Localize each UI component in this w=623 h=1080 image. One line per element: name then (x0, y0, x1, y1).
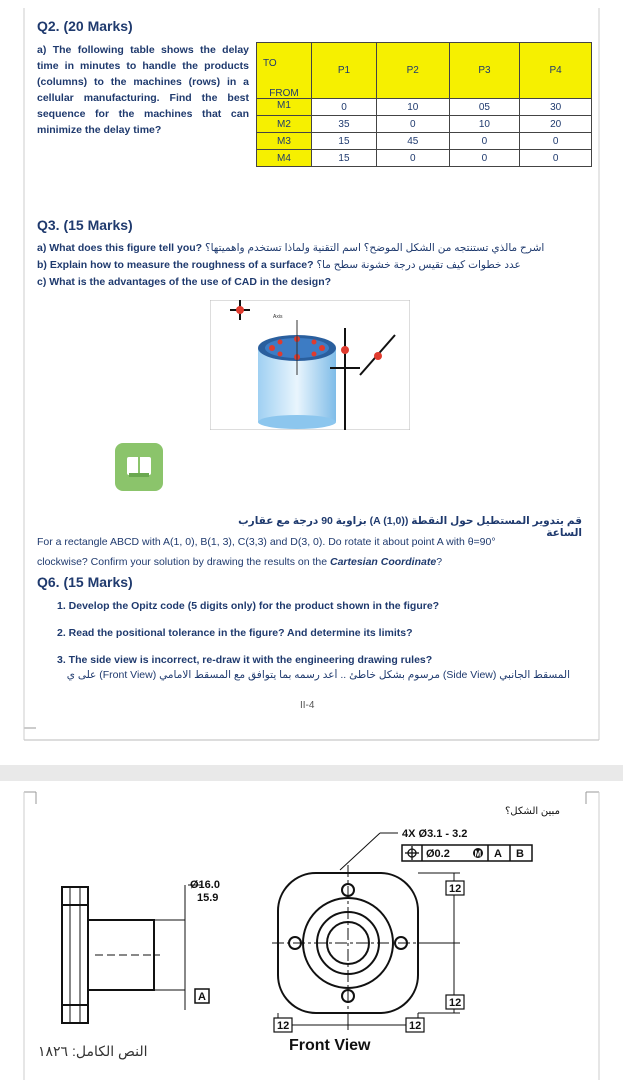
dimension-lines (278, 873, 460, 1030)
q6-item-3: 3. The side view is incorrect, re-draw it with the engineering drawing rules? (57, 654, 433, 666)
table-cell: 45 (376, 133, 449, 150)
dim-12-bottom-left: 12 (277, 1020, 290, 1032)
table-cell: 10 (376, 99, 449, 116)
dim-outer: Ø16.0 (190, 879, 220, 891)
fcf-tolerance: Ø0.2 (426, 848, 450, 860)
dim-12-right-top: 12 (449, 883, 462, 895)
q2-question-text: a) The following table shows the delay time in minutes to handle the products (columns) to the machines (rows) in a cellular manufacturing. Find the best sequence for the machines that can minimize the delay time? (37, 44, 249, 136)
q3-b-arabic: عدد خطوات كيف تقيس درجة خشونة سطح ما؟ (316, 259, 521, 271)
dim-12-bottom-right: 12 (409, 1020, 422, 1032)
table-to-label: TO (257, 43, 312, 99)
table-row-label: M4 (257, 150, 312, 167)
position-icon (405, 846, 419, 860)
q6-item-1: 1. Develop the Opitz code (5 digits only) for the product shown in the figure? (57, 600, 440, 612)
q3-item-b: b) Explain how to measure the roughness of a surface? عدد خطوات كيف تقيس درجة خشونة سطح ما؟ (37, 259, 521, 271)
feature-control-frame (402, 845, 532, 861)
table-cell: 0 (376, 150, 449, 167)
q6-item-3-arabic: المسقط الجانبي (Side View) مرسوم بشكل خاطئ .. أعد رسمه بما يتوافق مع المسقط الامامي (Front View) على ي (66, 669, 570, 681)
side-view (62, 885, 202, 1023)
hole-callout: 4X Ø3.1 - 3.2 (402, 828, 468, 840)
table-cell: 0 (376, 116, 449, 133)
table-cell: 10 (449, 116, 520, 133)
fcf-datum-a: A (494, 848, 502, 860)
engineering-drawing (40, 815, 560, 1040)
rotate-question-arabic: قم بتدوير المستطيل حول النقطة (A (1,0)) بزاوية 90 درجة مع عقارب الساعة (238, 515, 582, 539)
table-header-cell: P3 (449, 43, 520, 99)
table-header-cell: P4 (520, 43, 592, 99)
dim-inner: 15.9 (197, 892, 219, 904)
table-header-cell: P2 (376, 43, 449, 99)
dim-12-right-bottom: 12 (449, 997, 462, 1009)
fcf-modifier: M (474, 849, 482, 859)
table-cell: 0 (520, 150, 592, 167)
q3-a-arabic: اشرح مالذي تستنتجه من الشكل الموضح؟ اسم التقنية ولماذا تستخدم واهميتها؟ (205, 242, 545, 254)
table-cell: 05 (449, 99, 520, 116)
fcf-datum-b: B (516, 848, 524, 860)
figure-question-arabic: مبين الشكل؟ (505, 806, 560, 817)
q3-title: Q3. (15 Marks) (37, 217, 133, 233)
table-header-cell: P1 (312, 43, 377, 99)
table-cell: 30 (520, 99, 592, 116)
axis-label: Axis (273, 314, 283, 320)
page-break (0, 765, 623, 781)
table-cell: 0 (520, 133, 592, 150)
table-cell: 15 (312, 133, 377, 150)
q6-item-2: 2. Read the positional tolerance in the figure? And determine its limits? (57, 627, 413, 639)
rotate-line2: clockwise? Confirm your solution by drawing the results on the Cartesian Coordinate? (37, 556, 443, 568)
table-cell: 0 (449, 133, 520, 150)
front-view (272, 865, 424, 1021)
table-cell: 0 (312, 99, 377, 116)
table-cell: 15 (312, 150, 377, 167)
q3-item-c: c) What is the advantages of the use of CAD in the design? (37, 276, 332, 288)
rotate-line1: For a rectangle ABCD with A(1, 0), B(1, 3), C(3,3) and D(3, 0). Do rotate it about point A with θ=90° (37, 536, 496, 548)
q6-title: Q6. (15 Marks) (37, 574, 133, 590)
q3-item-a: a) What does this figure tell you? اشرح مالذي تستنتجه من الشكل الموضح؟ اسم التقنية ولماذا تستخدم واهميتها؟ (37, 242, 545, 254)
front-view-label: Front View (289, 1037, 371, 1054)
table-row-label: M3 (257, 133, 312, 150)
q2-title: Q2. (20 Marks) (37, 18, 133, 34)
datum-a-label: A (198, 991, 206, 1003)
row-label-text: M1 (277, 100, 291, 111)
table-cell: 0 (449, 150, 520, 167)
table-row-label: M2 (257, 116, 312, 133)
page-number: II-4 (300, 700, 315, 711)
table-cell: 35 (312, 116, 377, 133)
table-cell: 20 (520, 116, 592, 133)
table-from-label: FROM (269, 88, 299, 99)
arabic-footer-text: النص الكامل: ١٨٢٦ (38, 1043, 148, 1059)
